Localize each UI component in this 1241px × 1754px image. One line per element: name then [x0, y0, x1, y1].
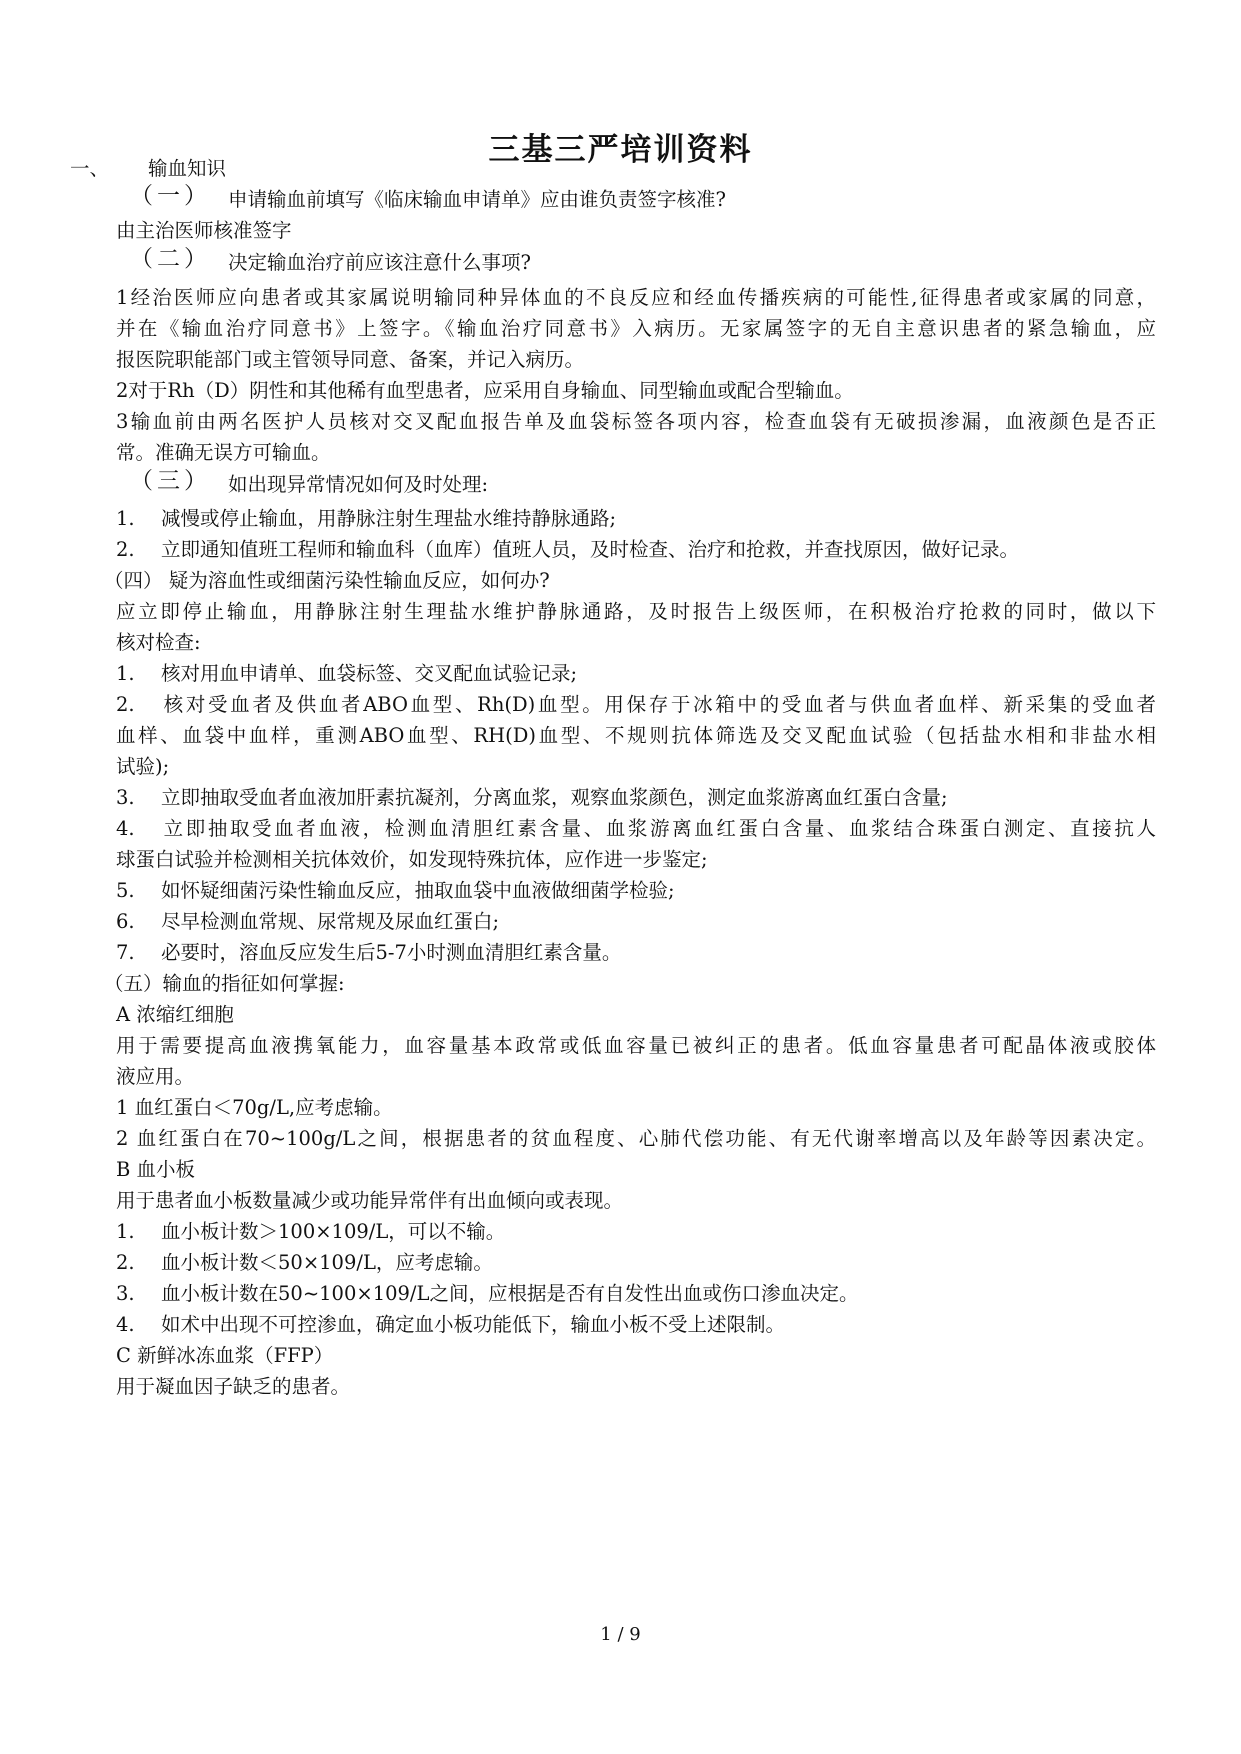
question-5: （五）输血的指征如何掌握:: [104, 972, 345, 995]
subheading-a: A 浓缩红细胞: [116, 1003, 234, 1026]
answer-2-line: 并在《输血治疗同意书》上签字。《输血治疗同意书》入病历。无家属签字的无自主意识患者的紧急输血，应: [116, 317, 1156, 340]
list-item-text: 核对受血者及供血者ABO血型、Rh(D)血型。用保存于冰箱中的受血者与供血者血样、新采集的受血者: [161, 693, 1156, 716]
subheading-b: B 血小板: [116, 1158, 196, 1181]
paragraph-b: 用于患者血小板数量减少或功能异常伴有出血倾向或表现。: [116, 1189, 624, 1212]
list-item-number: 6.: [116, 910, 135, 933]
list-item-text: 血小板计数＜50×109/L，应考虑输。: [161, 1251, 493, 1274]
section-title: 输血知识: [148, 157, 227, 180]
list-item: 2 血红蛋白在70~100g/L之间，根据患者的贫血程度、心肺代偿功能、有无代谢率增高以及年龄等因素决定。: [116, 1127, 1156, 1150]
list-item-continuation: 球蛋白试验并检测相关抗体效价，如发现特殊抗体，应作进一步鉴定;: [116, 848, 708, 871]
list-item-text: 尽早检测血常规、尿常规及尿血红蛋白;: [161, 910, 500, 933]
list-item-number: 1.: [116, 507, 135, 530]
answer-4-intro: 应立即停止输血，用静脉注射生理盐水维护静脉通路，及时报告上级医师，在积极治疗抢救的同时，做以下: [116, 600, 1156, 623]
question-1-label: （一）: [130, 183, 211, 209]
list-item: [116, 661, 1156, 686]
list-item-number: 7.: [116, 941, 135, 964]
list-item-number: 2.: [116, 538, 135, 561]
list-item: [116, 1219, 1156, 1244]
answer-1: 由主治医师核准签字: [116, 219, 292, 242]
list-item-text: 如术中出现不可控渗血，确定血小板功能低下，输血小板不受上述限制。: [161, 1313, 786, 1336]
list-item-number: 5.: [116, 879, 135, 902]
document-title: 三基三严培训资料: [488, 132, 753, 168]
answer-2-line: 常。准确无误方可输血。: [116, 441, 331, 464]
list-item: [116, 692, 1156, 717]
list-item-text: 核对用血申请单、血袋标签、交叉配血试验记录;: [161, 662, 578, 685]
list-item-continuation: 试验);: [116, 755, 170, 778]
list-item: [116, 1312, 1156, 1337]
list-item: [116, 1250, 1156, 1275]
list-item: [116, 878, 1156, 903]
question-3-text: 如出现异常情况如何及时处理:: [228, 473, 489, 496]
answer-4-intro: 核对检查:: [116, 631, 201, 654]
list-item: [116, 785, 1156, 810]
list-item-text: 减慢或停止输血，用静脉注射生理盐水维持静脉通路;: [161, 507, 617, 530]
answer-2-line: 报医院职能部门或主管领导同意、备案，并记入病历。: [116, 348, 585, 371]
answer-2-line: 2对于Rh（D）阴性和其他稀有血型患者，应采用自身输血、同型输血或配合型输血。: [116, 379, 854, 402]
list-item-number: 1.: [116, 662, 135, 685]
list-item-number: 3.: [116, 1282, 135, 1305]
list-item: [116, 537, 1156, 562]
list-item: 1 血红蛋白＜70g/L,应考虑输。: [116, 1096, 393, 1119]
list-item-text: 必要时，溶血反应发生后5-7小时测血清胆红素含量。: [161, 941, 622, 964]
list-item-text: 立即通知值班工程师和输血科（血库）值班人员，及时检查、治疗和抢救，并查找原因，做好记录。: [161, 538, 1020, 561]
question-2-label: （二）: [130, 246, 211, 272]
list-item: [116, 1281, 1156, 1306]
list-item-text: 血小板计数在50~100×109/L之间，应根据是否有自发性出血或伤口渗血决定。: [161, 1282, 859, 1305]
list-item-number: 2.: [116, 693, 135, 716]
question-4: （四） 疑为溶血性或细菌污染性输血反应，如何办?: [104, 569, 550, 592]
question-1-text: 申请输血前填写《临床输血申请单》应由谁负责签字核准?: [228, 188, 726, 211]
answer-2-line: 1经治医师应向患者或其家属说明输同种异体血的不良反应和经血传播疾病的可能性,征得患者或家属的同意，: [116, 286, 1156, 309]
subheading-c: C 新鲜冰冻血浆（FFP）: [116, 1344, 334, 1367]
list-item-number: 2.: [116, 1251, 135, 1274]
list-item-continuation: 血样、血袋中血样，重测ABO血型、RH(D)血型、不规则抗体筛选及交叉配血试验（包括盐水相和非盐水相: [116, 724, 1156, 747]
paragraph-c: 用于凝血因子缺乏的患者。: [116, 1375, 351, 1398]
paragraph-a: 液应用。: [116, 1065, 195, 1088]
page-number: 1 / 9: [600, 1624, 641, 1645]
list-item-number: 3.: [116, 786, 135, 809]
answer-2-line: 3输血前由两名医护人员核对交叉配血报告单及血袋标签各项内容，检查血袋有无破损渗漏，血液颜色是否正: [116, 410, 1156, 433]
list-item: [116, 909, 1156, 934]
question-3-label: （三）: [130, 468, 211, 494]
list-item-number: 4.: [116, 817, 135, 840]
section-number: 一、: [70, 157, 110, 180]
paragraph-a: 用于需要提高血液携氧能力，血容量基本政常或低血容量已被纠正的患者。低血容量患者可配晶体液或胶体: [116, 1034, 1156, 1057]
list-item-text: 如怀疑细菌污染性输血反应，抽取血袋中血液做细菌学检验;: [161, 879, 675, 902]
list-item-text: 血小板计数＞100×109/L，可以不输。: [161, 1220, 506, 1243]
list-item-text: 立即抽取受血者血液，检测血清胆红素含量、血浆游离血红蛋白含量、血浆结合珠蛋白测定、直接抗人: [161, 817, 1156, 840]
list-item: [116, 816, 1156, 841]
list-item: [116, 506, 1156, 531]
list-item: [116, 940, 1156, 965]
list-item-number: 1.: [116, 1220, 135, 1243]
list-item-text: 立即抽取受血者血液加肝素抗凝剂，分离血浆，观察血浆颜色，测定血浆游离血红蛋白含量;: [161, 786, 948, 809]
list-item-number: 4.: [116, 1313, 135, 1336]
question-2-text: 决定输血治疗前应该注意什么事项?: [228, 251, 531, 274]
